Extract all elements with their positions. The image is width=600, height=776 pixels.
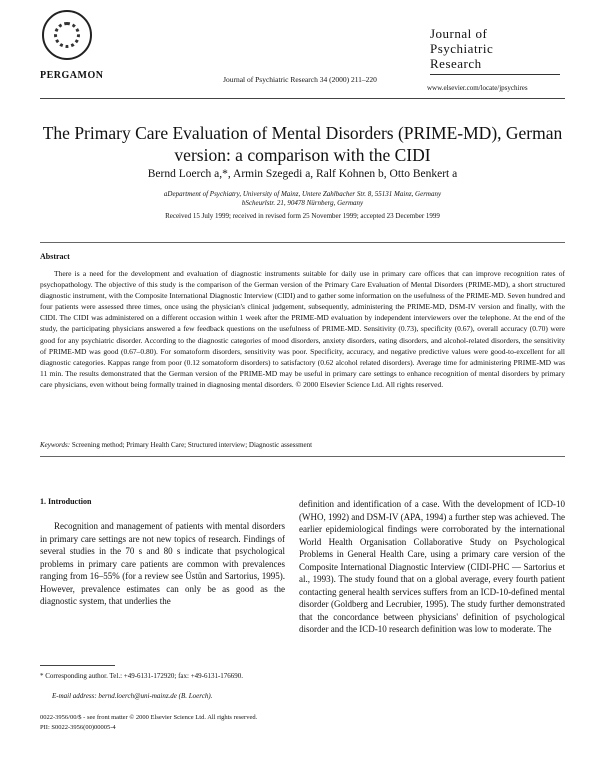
affiliation-b: bScheurlstr. 21, 90478 Nürnberg, Germany [241,199,364,207]
footer-pii: PII: S0022-3956(00)00005-4 [40,724,116,731]
journal-logo-text [430,26,493,71]
journal-name-line-3: Research [430,56,482,71]
footnote-divider [40,665,115,666]
article-title: The Primary Care Evaluation of Mental Disorders (PRIME-MD), German version: a comparison with the CIDI [42,123,563,165]
body-left-column: Recognition and management of patients with mental disorders in primary care settings are not new topics of research. Findings of several studies in the 70 s and 80 s indicate that psychological problems in primary care patients are common with prevalences ranging from 16–55% (for a review see Üstün and Sartorius, 1995). However, prevalence estimates can only be as good as the diagnostic system, that underlies the [40,521,285,606]
journal-url-link[interactable]: www.elsevier.com/locate/jpsychires [427,84,528,92]
keywords-line [40,441,312,449]
article-authors: Bernd Loerch a,*, Armin Szegedi a, Ralf Kohnen b, Otto Benkert a [147,168,458,180]
affiliation-a: aDepartment of Psychiatry, University of Mainz, Untere Zahlbacher Str. 8, 55131 Mainz, Germany [163,190,442,198]
abstract-bottom-rule [40,456,565,457]
body-right-column: definition and identification of a case. With the development of ICD-10 (WHO, 1992) and DSM-IV (APA, 1994) a further step was achieved. The earlier epidemiological findings were corroborated by the international World Health Organisation Collaborative Study on Psychological Problems in General Health Care, using a primary care version of the Composite International Diagnostic Interview (CIDI-PHC — Sartorius et al., 1993). The study found that on a global average, every fourth patient contacting general health services suffers from an ICD-10-defined mental disorder (Goldberg and Lecrubier, 1995). The study further demonstrated that the concordance between physicians' definition of psychological disorder and the ICD-10 research definition was low to moderate. The [299,499,565,634]
journal-reference: Journal of Psychiatric Research 34 (2000) 211–220 [223,75,377,84]
section-heading: 1. Introduction [40,497,92,506]
publisher-logo [42,10,92,60]
footer-copyright: 0022-3956/00/$ - see front matter © 2000 Elsevier Science Ltd. All rights reserved. [40,714,258,721]
abstract-text: There is a need for the development and evaluation of diagnostic instruments suitable for daily use in primary care offices that can improve recognition rates of psychopathology. The objective of this study is the comparison of the German version of the Primary Care Evaluation of Mental Disorders (PRIME-MD), a short structured diagnostic instrument, with the Composite International Diagnostic Interview (CIDI) and to gather some information on the usefulness of the PRIME-MD. Seven hundred and four patients were assessed three times, once using the physician's clinical judgement, subsequently, administering the PRIME-MD, DSM-IV version and finally, with the CIDI. The CIDI was administered on a different occasion within 1 week after the PRIME-MD evaluation by independent interviewers over the telephone. At the end of the study, the participating physicians answered a few feedback questions on the usefulness of PRIME-MD. Sensitivity (0.73), specificity (0.67), overall accuracy (0.70) were good for any psychiatric disorder. According to the diagnostic categories of mood disorders, anxiety disorders, eating disorders, and alcohol-related disorders, the sensitivity of PRIME-MD was good (0.67–0.80). For somatoform disorders, sensitivity was poor. Specificity, accuracy, and negative predictive values were good-to-excellent for all diagnostic categories. Kappas range from poor (0.12 somatoform disorders) to satisfactory (0.62 alcohol related disorders). Average time for administering PRIME-MD was 11 min. The results demonstrated that the German version of the PRIME-MD may be useful in primary care settings to enhance recognition of mental disorders by primary care physicians, even without being formally trained in diagnosing mental disorders. © 2000 Elsevier Science Ltd. All rights reserved. [40,269,565,389]
keywords-list: Screening method; Primary Health Care; Structured interview; Diagnostic assessment [71,441,313,449]
publisher-name: PERGAMON [40,70,104,81]
journal-name-line-1: Journal of [430,26,488,41]
received-dates: Received 15 July 1999; received in revised form 25 November 1999; accepted 23 December 1999 [165,212,440,220]
header-divider [40,98,565,99]
footnote-corresponding: * Corresponding author. Tel.: +49-6131-172920; fax: +49-6131-176690. [40,672,244,680]
journal-name-line-2: Psychiatric [430,41,494,56]
abstract-heading: Abstract [40,252,70,261]
journal-logo-rule [430,74,560,75]
keywords-label: Keywords: [40,441,71,449]
abstract-top-rule [40,242,565,243]
footnote-email: E-mail address: bernd.loerch@uni-mainz.de (B. Loerch). [52,692,213,700]
